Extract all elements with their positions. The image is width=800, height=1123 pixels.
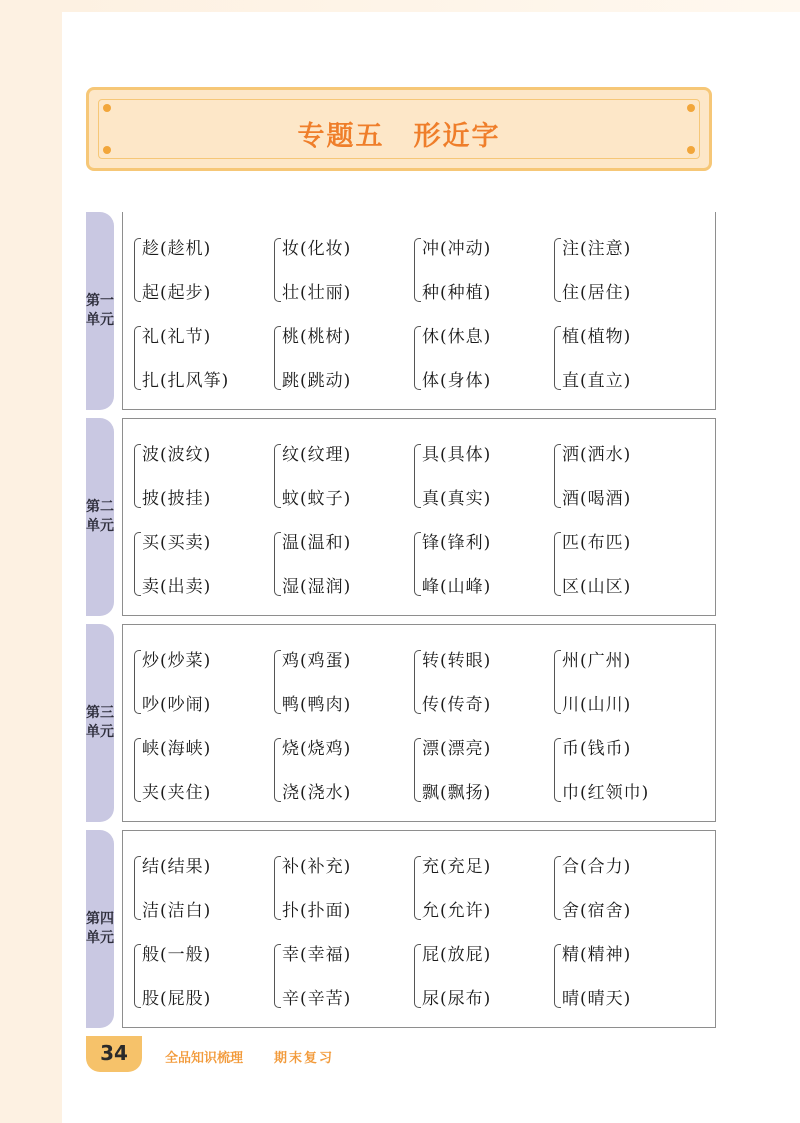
word-entry: 披(披挂) (142, 489, 212, 509)
word-entry: 锋(锋利) (422, 533, 492, 553)
brace-icon (414, 650, 421, 714)
word-entry: 湿(湿润) (282, 577, 352, 597)
word-entry: 炒(炒菜) (142, 651, 212, 671)
word-entry: 充(充足) (422, 857, 492, 877)
book-title: 全品知识梳理 (165, 1051, 244, 1066)
word-pair (554, 940, 694, 1010)
word-entry: 币(钱币) (562, 739, 632, 759)
word-pair (274, 528, 414, 598)
word-pair (554, 440, 694, 510)
word-entry: 合(合力) (562, 857, 632, 877)
word-pair (274, 940, 414, 1010)
word-entry: 酒(喝酒) (562, 489, 632, 509)
unit-label: 第二单元 (86, 499, 114, 534)
word-pair (134, 528, 274, 598)
word-pair (134, 852, 274, 922)
brace-icon (414, 856, 421, 920)
brace-icon (274, 326, 281, 390)
word-entry: 峡(海峡) (142, 739, 212, 759)
word-entry: 辛(辛苦) (282, 989, 352, 1009)
unit-tab (86, 212, 114, 410)
unit-label: 第一单元 (86, 293, 114, 328)
word-entry: 跳(跳动) (282, 371, 352, 391)
word-entry: 买(买卖) (142, 533, 212, 553)
word-entry: 屁(放屁) (422, 945, 492, 965)
brace-icon (134, 532, 141, 596)
page-title: 专题五 形近字 (297, 121, 501, 152)
unit-tab (86, 418, 114, 616)
word-entry: 具(具体) (422, 445, 492, 465)
word-pair (554, 852, 694, 922)
word-entry: 浇(浇水) (282, 783, 352, 803)
brace-icon (414, 738, 421, 802)
word-entry: 体(身体) (422, 371, 492, 391)
word-entry: 峰(山峰) (422, 577, 492, 597)
word-entry: 卖(出卖) (142, 577, 212, 597)
brace-icon (554, 650, 561, 714)
word-entry: 尿(尿布) (422, 989, 492, 1009)
word-entry: 鸡(鸡蛋) (282, 651, 352, 671)
brace-icon (554, 738, 561, 802)
brace-icon (134, 738, 141, 802)
word-entry: 直(直立) (562, 371, 632, 391)
word-entry: 鸭(鸭肉) (282, 695, 352, 715)
word-entry: 晴(晴天) (562, 989, 632, 1009)
word-entry: 洁(洁白) (142, 901, 212, 921)
word-pair (414, 322, 554, 392)
word-entry: 洒(洒水) (562, 445, 632, 465)
word-pair (554, 646, 694, 716)
word-pair (134, 734, 274, 804)
word-pair (274, 646, 414, 716)
word-pair (414, 852, 554, 922)
word-entry: 注(注意) (562, 239, 632, 259)
word-pair (134, 940, 274, 1010)
word-entry: 趁(趁机) (142, 239, 212, 259)
brace-icon (274, 738, 281, 802)
decor-dot-icon (687, 104, 695, 112)
word-pair (134, 440, 274, 510)
brace-icon (554, 326, 561, 390)
word-entry: 川(山川) (562, 695, 632, 715)
word-pair (554, 322, 694, 392)
word-pair (274, 852, 414, 922)
word-entry: 波(波纹) (142, 445, 212, 465)
word-pair (274, 734, 414, 804)
word-entry: 扑(扑面) (282, 901, 352, 921)
title-banner (86, 87, 712, 171)
word-entry: 烧(烧鸡) (282, 739, 352, 759)
word-entry: 巾(红领巾) (562, 783, 650, 803)
word-entry: 幸(幸福) (282, 945, 352, 965)
word-entry: 转(转眼) (422, 651, 492, 671)
brace-icon (554, 444, 561, 508)
brace-icon (134, 944, 141, 1008)
page-top-background (62, 0, 800, 12)
word-pair (554, 528, 694, 598)
decor-dot-icon (103, 104, 111, 112)
page-number-tab (86, 1036, 142, 1072)
word-entry: 股(屁股) (142, 989, 212, 1009)
word-entry: 夹(夹住) (142, 783, 212, 803)
word-entry: 休(休息) (422, 327, 492, 347)
word-pair (274, 440, 414, 510)
brace-icon (414, 444, 421, 508)
word-pair (134, 322, 274, 392)
word-pair (554, 734, 694, 804)
word-entry: 礼(礼节) (142, 327, 212, 347)
word-entry: 州(广州) (562, 651, 632, 671)
word-entry: 吵(吵闹) (142, 695, 212, 715)
word-pair (134, 646, 274, 716)
word-pair (414, 940, 554, 1010)
word-entry: 区(山区) (562, 577, 632, 597)
word-pair (134, 234, 274, 304)
word-entry: 精(精神) (562, 945, 632, 965)
unit-tab (86, 624, 114, 822)
word-entry: 妆(化妆) (282, 239, 352, 259)
word-entry: 冲(冲动) (422, 239, 492, 259)
word-pair (414, 528, 554, 598)
brace-icon (134, 238, 141, 302)
word-entry: 蚊(蚊子) (282, 489, 352, 509)
word-entry: 壮(壮丽) (282, 283, 352, 303)
word-entry: 扎(扎风筝) (142, 371, 230, 391)
unit-tab (86, 830, 114, 1028)
word-entry: 舍(宿舍) (562, 901, 632, 921)
word-entry: 温(温和) (282, 533, 352, 553)
page-number: 34 (100, 1041, 128, 1065)
word-entry: 飘(飘扬) (422, 783, 492, 803)
word-pair (414, 646, 554, 716)
brace-icon (554, 856, 561, 920)
word-entry: 般(一般) (142, 945, 212, 965)
word-pair (414, 440, 554, 510)
word-entry: 纹(纹理) (282, 445, 352, 465)
brace-icon (414, 326, 421, 390)
word-entry: 漂(漂亮) (422, 739, 492, 759)
brace-icon (274, 856, 281, 920)
word-entry: 结(结果) (142, 857, 212, 877)
unit-label: 第四单元 (86, 911, 114, 946)
brace-icon (274, 238, 281, 302)
brace-icon (134, 326, 141, 390)
word-entry: 匹(布匹) (562, 533, 632, 553)
brace-icon (134, 856, 141, 920)
word-pair (414, 234, 554, 304)
brace-icon (554, 532, 561, 596)
word-pair (414, 734, 554, 804)
brace-icon (414, 944, 421, 1008)
word-entry: 补(补充) (282, 857, 352, 877)
word-entry: 起(起步) (142, 283, 212, 303)
word-pair (554, 234, 694, 304)
word-entry: 住(居住) (562, 283, 632, 303)
brace-icon (414, 532, 421, 596)
brace-icon (554, 238, 561, 302)
word-entry: 允(允许) (422, 901, 492, 921)
brace-icon (554, 944, 561, 1008)
word-entry: 真(真实) (422, 489, 492, 509)
word-pair (274, 322, 414, 392)
word-entry: 种(种植) (422, 283, 492, 303)
brace-icon (134, 444, 141, 508)
brace-icon (274, 944, 281, 1008)
word-entry: 桃(桃树) (282, 327, 352, 347)
brace-icon (274, 444, 281, 508)
section-name: 期末复习 (274, 1051, 335, 1066)
word-entry: 传(传奇) (422, 695, 492, 715)
page-margin-background (0, 0, 62, 1123)
word-entry: 植(植物) (562, 327, 632, 347)
word-pair (274, 234, 414, 304)
unit-label: 第三单元 (86, 705, 114, 740)
brace-icon (274, 650, 281, 714)
brace-icon (414, 238, 421, 302)
brace-icon (274, 532, 281, 596)
brace-icon (134, 650, 141, 714)
